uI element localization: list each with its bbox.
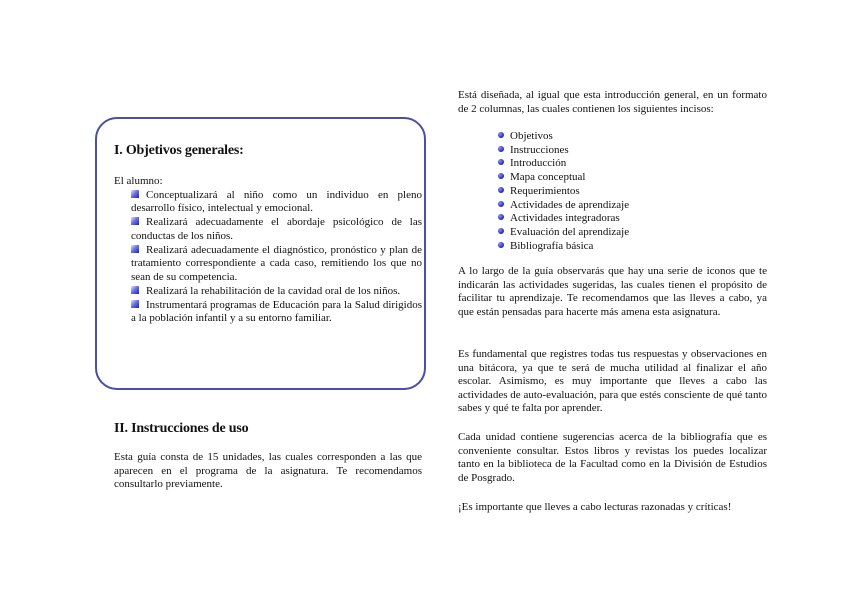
list-item: Evaluación del aprendizaje: [498, 226, 629, 240]
square-bullet-icon: [131, 286, 139, 294]
round-bullet-icon: [498, 242, 504, 248]
list-item: Bibliografía básica: [498, 240, 629, 254]
round-bullet-icon: [498, 201, 504, 207]
list-item: Actividades integradoras: [498, 212, 629, 226]
round-bullet-icon: [498, 132, 504, 138]
instructions-text: Esta guía consta de 15 unidades, las cuales corresponden a las que aparecen en el programa de la asignatura. Te recomendamos consultarlo previamente.: [114, 451, 422, 491]
square-bullet-icon: [131, 245, 139, 253]
square-bullet-icon: [131, 217, 139, 225]
objective-item: Realizará adecuadamente el diagnóstico, pronóstico y plan de tratamiento correspondiente a cada caso, remitiendo los que no sean de su competencia.: [131, 243, 422, 283]
list-item: Objetivos: [498, 130, 629, 144]
objective-item: Realizará la rehabilitación de la cavidad oral de los niños.: [131, 285, 422, 298]
list-item: Mapa conceptual: [498, 171, 629, 185]
list-item: Actividades de aprendizaje: [498, 199, 629, 213]
bitacora-paragraph: Es fundamental que registres todas tus respuestas y observaciones en una bitácora, ya que te será de mucha utilidad al finalizar el año escolar. Asimismo, es muy importante que lleves a cabo las actividades de auto-evaluación, para que estés consciente de qué tanto sabes y qué te falta por aprender.: [458, 348, 767, 415]
square-bullet-icon: [131, 190, 139, 198]
icons-paragraph: A lo largo de la guía observarás que hay una serie de iconos que te indicarán las actividades sugeridas, las cuales tienen el propósito de facilitar tu aprendizaje. Te recomendamos que las lleves a cabo, ya que están pensadas para hacerte más amena esta asignatura.: [458, 265, 767, 318]
round-bullet-icon: [498, 187, 504, 193]
format-intro-paragraph: Está diseñada, al igual que esta introducción general, en un formato de 2 columnas, las cuales contienen los siguientes incisos:: [458, 89, 767, 115]
list-item: Introducción: [498, 157, 629, 171]
list-item: Requerimientos: [498, 185, 629, 199]
closing-sentence: ¡Es importante que lleves a cabo lecturas razonadas y críticas!: [458, 501, 732, 513]
round-bullet-icon: [498, 146, 504, 152]
objectives-title: I. Objetivos generales:: [114, 143, 244, 158]
sections-list: [498, 130, 629, 253]
objective-item: Conceptualizará al niño como un individuo en pleno desarrollo físico, intelectual y emocional.: [131, 189, 422, 215]
list-item: Instrucciones: [498, 144, 629, 158]
bibliography-paragraph: Cada unidad contiene sugerencias acerca de la bibliografía que es conveniente consultar. Estos libros y revistas los puedes localizar tanto en la biblioteca de la Facultad como en la División de Estudios de Posgrado.: [458, 431, 767, 484]
objectives-list: [131, 189, 422, 326]
objective-item: Realizará adecuadamente el abordaje psicológico de las conductas de los niños.: [131, 216, 422, 242]
instructions-title: II. Instrucciones de uso: [114, 421, 249, 436]
square-bullet-icon: [131, 300, 139, 308]
objective-item: Instrumentará programas de Educación para la Salud dirigidos a la población infantil y a su entorno familiar.: [131, 298, 422, 325]
round-bullet-icon: [498, 214, 504, 220]
round-bullet-icon: [498, 173, 504, 179]
round-bullet-icon: [498, 159, 504, 165]
round-bullet-icon: [498, 228, 504, 234]
objectives-intro: El alumno:: [114, 175, 163, 187]
